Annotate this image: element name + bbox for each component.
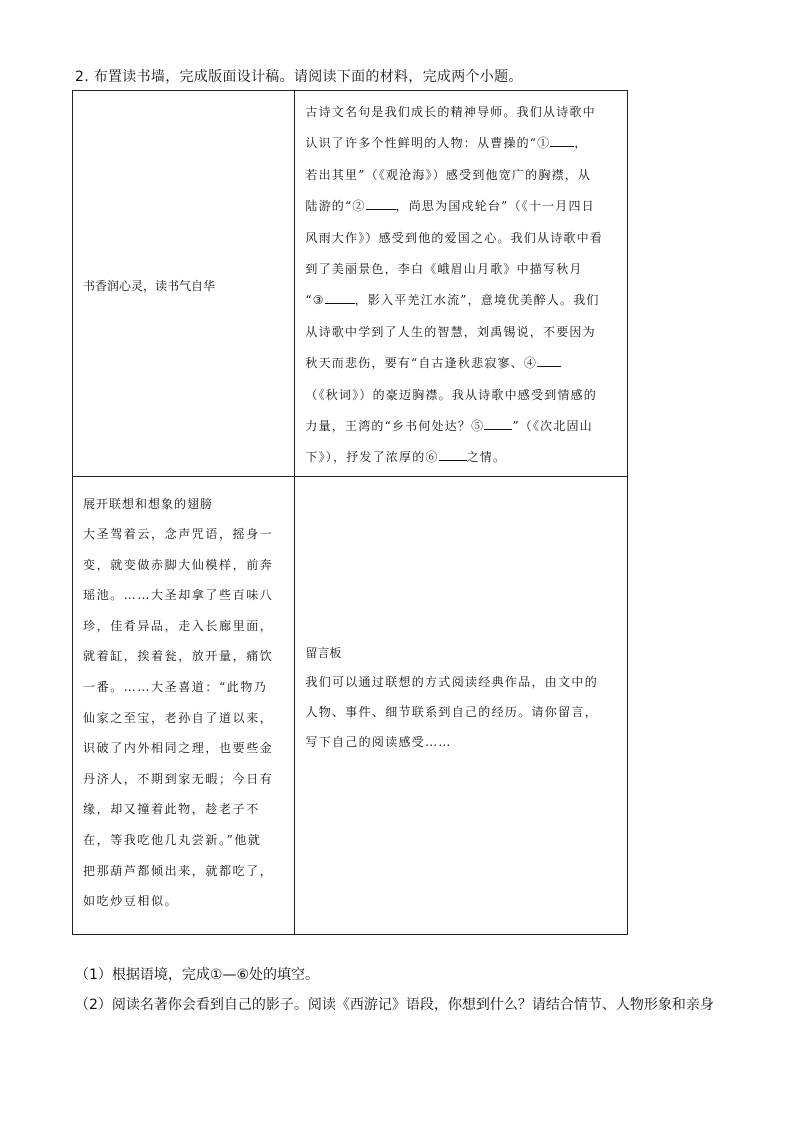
excerpt-line: 一番。……大圣喜道：“此物乃 bbox=[83, 679, 268, 694]
poetry-text: 陆游的“② bbox=[305, 199, 366, 214]
fill-blank-2[interactable] bbox=[366, 197, 396, 210]
excerpt-line: 珍，佳肴异品，走入长廊里面， bbox=[83, 618, 274, 633]
poetry-text: “③ bbox=[305, 293, 325, 308]
poetry-heading: 书香润心灵，读书气自华 bbox=[83, 279, 216, 293]
message-board-title: 留言板 bbox=[305, 646, 342, 660]
sub-question-1: （1）根据语境，完成①—⑥处的填空。 bbox=[75, 967, 320, 983]
excerpt-line: 就着缸，挨着瓮，放开量，痛饮 bbox=[83, 649, 274, 664]
fill-blank-6[interactable] bbox=[439, 448, 467, 461]
poetry-line bbox=[305, 97, 619, 128]
journey-excerpt-cell bbox=[73, 477, 295, 935]
excerpt-line: 丹济人，不期到家无暇；今日有 bbox=[83, 771, 274, 786]
poetry-text: 从诗歌中学到了人生的智慧，刘禹锡说，不要因为 bbox=[305, 324, 596, 339]
poetry-line bbox=[305, 380, 619, 411]
message-board-cell bbox=[295, 477, 628, 935]
message-board-line: 写下自己的阅读感受…… bbox=[305, 735, 452, 749]
poetry-text: 力量，王湾的“乡书何处达？⑤ bbox=[305, 419, 485, 434]
fill-blank-4[interactable] bbox=[537, 354, 561, 367]
excerpt-line: 识破了内外相同之理，也要些金 bbox=[83, 741, 274, 756]
poetry-passage bbox=[305, 97, 619, 474]
poetry-line bbox=[305, 223, 619, 254]
poetry-line bbox=[305, 254, 619, 285]
poetry-line bbox=[305, 442, 619, 473]
poetry-text: 若出其里”（《观沧海》）感受到他宽广的胸襟，从 bbox=[305, 167, 592, 182]
poetry-text: 风雨大作》）感受到他的爱国之心。我们从诗歌中看 bbox=[305, 230, 603, 245]
poetry-line bbox=[305, 285, 619, 316]
poetry-text: ”（《次北固山 bbox=[512, 419, 593, 434]
fill-blank-1[interactable] bbox=[550, 134, 574, 147]
excerpt-line: 大圣驾着云，念声咒语，摇身一 bbox=[83, 527, 274, 541]
message-board-text bbox=[305, 667, 617, 757]
fill-blank-3[interactable] bbox=[325, 291, 355, 304]
excerpt-line: 把那葫芦都倾出来，就都吃了， bbox=[83, 863, 274, 878]
poetry-text: （《秋词》）的豪迈胸襟。我从诗歌中感受到情感的 bbox=[305, 387, 597, 402]
excerpt-line: 缘，却又撞着此物，趁老子不 bbox=[83, 802, 260, 817]
excerpt-text bbox=[83, 519, 288, 917]
poetry-text: 之情。 bbox=[466, 450, 507, 465]
poetry-line bbox=[305, 128, 619, 159]
excerpt-line: 变，就变做赤脚大仙模样，前奔 bbox=[83, 557, 274, 572]
excerpt-line: 瑶池。……大圣却拿了些百味八 bbox=[83, 588, 274, 603]
poetry-text: 下》），抒发了浓厚的⑥ bbox=[305, 450, 439, 465]
board-row-poetry bbox=[73, 91, 628, 477]
poetry-line bbox=[305, 348, 619, 379]
poetry-text: ，影入平羌江水流”，意境优美醉人。我们 bbox=[354, 293, 600, 308]
excerpt-line: 在，等我吃他几丸尝新。”他就 bbox=[83, 832, 262, 847]
poetry-line bbox=[305, 411, 619, 442]
excerpt-subtitle: 展开联想和想象的翅膀 bbox=[83, 497, 214, 511]
fill-blank-5[interactable] bbox=[484, 417, 512, 430]
poetry-line bbox=[305, 160, 619, 191]
excerpt-line: 如吃炒豆相似。 bbox=[83, 894, 179, 909]
question-title: 2. 布置读书墙，完成版面设计稿。请阅读下面的材料，完成两个小题。 bbox=[75, 69, 523, 85]
board-row-journey bbox=[73, 477, 628, 935]
poetry-text: 秋天而悲伤，要有“自古逢秋悲寂寥、④ bbox=[305, 356, 538, 371]
poetry-text: ， bbox=[574, 136, 588, 151]
excerpt-line: 仙家之至宝，老孙自了道以来， bbox=[83, 710, 274, 725]
message-board-line: 我们可以通过联想的方式阅读经典作品，由文中的 bbox=[305, 675, 598, 689]
poetry-text: 古诗文名句是我们成长的精神导师。我们从诗歌中 bbox=[305, 105, 596, 119]
poetry-text: 认识了许多个性鲜明的人物：从曹操的“① bbox=[305, 136, 551, 151]
poetry-text: ，尚思为国戍轮台”（《十一月四日 bbox=[395, 199, 595, 214]
poetry-line bbox=[305, 317, 619, 348]
poetry-text: 到了美丽景色，李白《峨眉山月歌》中描写秋月 bbox=[305, 262, 583, 277]
message-board-line: 人物、事件、细节联系到自己的经历。请你留言， bbox=[305, 705, 598, 719]
poetry-line bbox=[305, 191, 619, 222]
reading-wall-board bbox=[72, 90, 628, 935]
poetry-heading-cell bbox=[73, 91, 295, 477]
sub-question-2: （2）阅读名著你会看到自己的影子。阅读《西游记》语段，你想到什么？请结合情节、人物形象和亲身 bbox=[75, 997, 714, 1013]
poetry-passage-cell bbox=[295, 91, 628, 477]
